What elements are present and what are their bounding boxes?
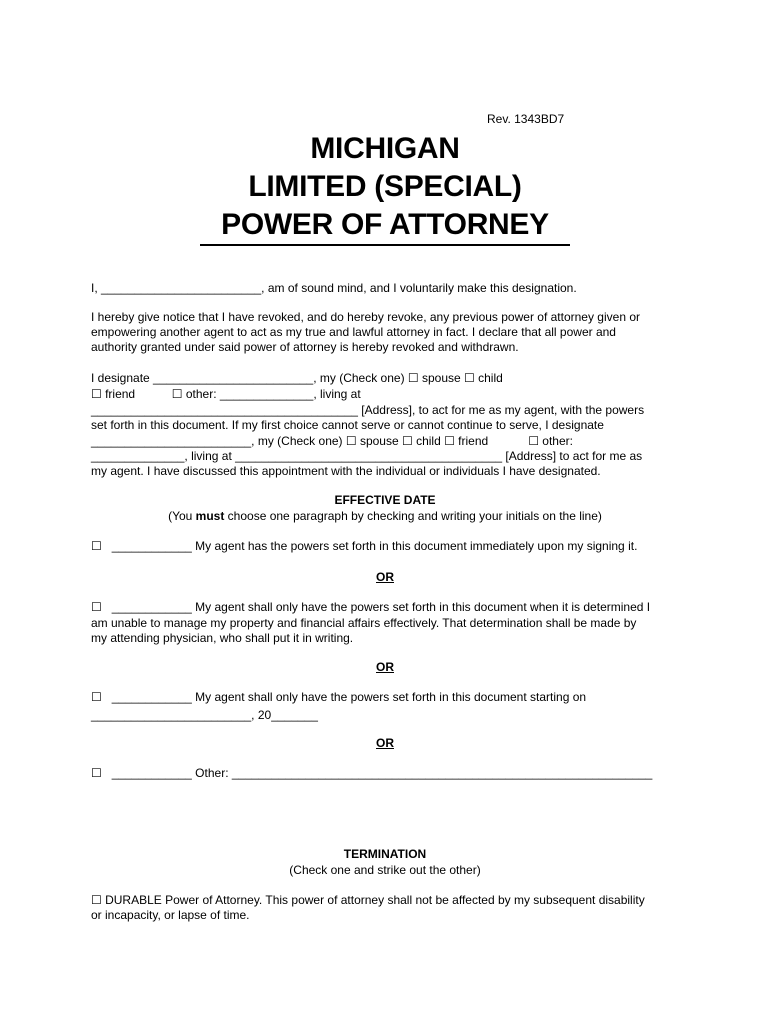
or-divider: OR: [376, 570, 394, 584]
title-document: POWER OF ATTORNEY: [221, 208, 549, 241]
effective-date-instruction: [0, 509, 770, 524]
revision-label: Rev. 1343BD7: [487, 112, 565, 126]
revocation-line: empowering another agent to act as my true and lawful attorney in fact. I declare that all power and: [91, 325, 616, 339]
instruction-emphasis: must: [195, 509, 225, 523]
designation-line: ______________, living at ________________________________________ [Address] to act for me as: [91, 449, 643, 463]
title-underline: [200, 244, 570, 246]
effective-option-other: ☐ ____________ Other: _______________________________________________________________: [91, 766, 653, 780]
effective-option-date: ________________________, 20_______: [91, 708, 318, 722]
effective-option-disability: ☐ ____________ My agent shall only have the powers set forth in this document when it is determined I: [91, 600, 651, 614]
declaration-line: I, ________________________, am of sound mind, and I voluntarily make this designation.: [91, 281, 577, 295]
termination-instruction: (Check one and strike out the other): [289, 863, 481, 877]
durable-option: ☐ DURABLE Power of Attorney. This power of attorney shall not be affected by my subsequent disability: [91, 893, 645, 907]
effective-option-disability: am unable to manage my property and financial affairs effectively. That determination shall be made by: [91, 616, 637, 630]
effective-option-date: ☐ ____________ My agent shall only have the powers set forth in this document starting on: [91, 690, 587, 704]
title-state: MICHIGAN: [310, 132, 460, 165]
durable-option: or incapacity, or lapse of time.: [91, 908, 250, 922]
designation-line: I designate ________________________, my (Check one) ☐ spouse ☐ child: [91, 371, 503, 385]
effective-option-disability: my attending physician, who shall put it in writing.: [91, 631, 354, 645]
designation-line: set forth in this document. If my first choice cannot serve or cannot continue to serve, I designate: [91, 418, 604, 432]
title-type: LIMITED (SPECIAL): [248, 170, 522, 203]
or-divider: OR: [376, 736, 394, 750]
instruction-pre: (You: [168, 509, 196, 523]
instruction-post: choose one paragraph by checking and writing your initials on the line): [224, 509, 602, 523]
designation-line: ________________________, my (Check one) ☐ spouse ☐ child ☐ friend ☐ other:: [91, 434, 573, 448]
effective-option-immediate: ☐ ____________ My agent has the powers set forth in this document immediately upon my signing it.: [91, 539, 638, 553]
effective-date-heading: EFFECTIVE DATE: [334, 493, 436, 507]
designation-line: my agent. I have discussed this appointment with the individual or individuals I have designated.: [91, 464, 601, 478]
revocation-line: I hereby give notice that I have revoked, and do hereby revoke, any previous power of attorney given or: [91, 310, 640, 324]
designation-line: ☐ friend ☐ other: ______________, living at: [91, 387, 361, 401]
designation-line: ________________________________________ [Address], to act for me as my agent, with the powers: [91, 403, 645, 417]
termination-heading: TERMINATION: [343, 847, 427, 861]
or-divider: OR: [376, 660, 394, 674]
revocation-line: authority granted under said power of attorney is hereby revoked and withdrawn.: [91, 340, 519, 354]
